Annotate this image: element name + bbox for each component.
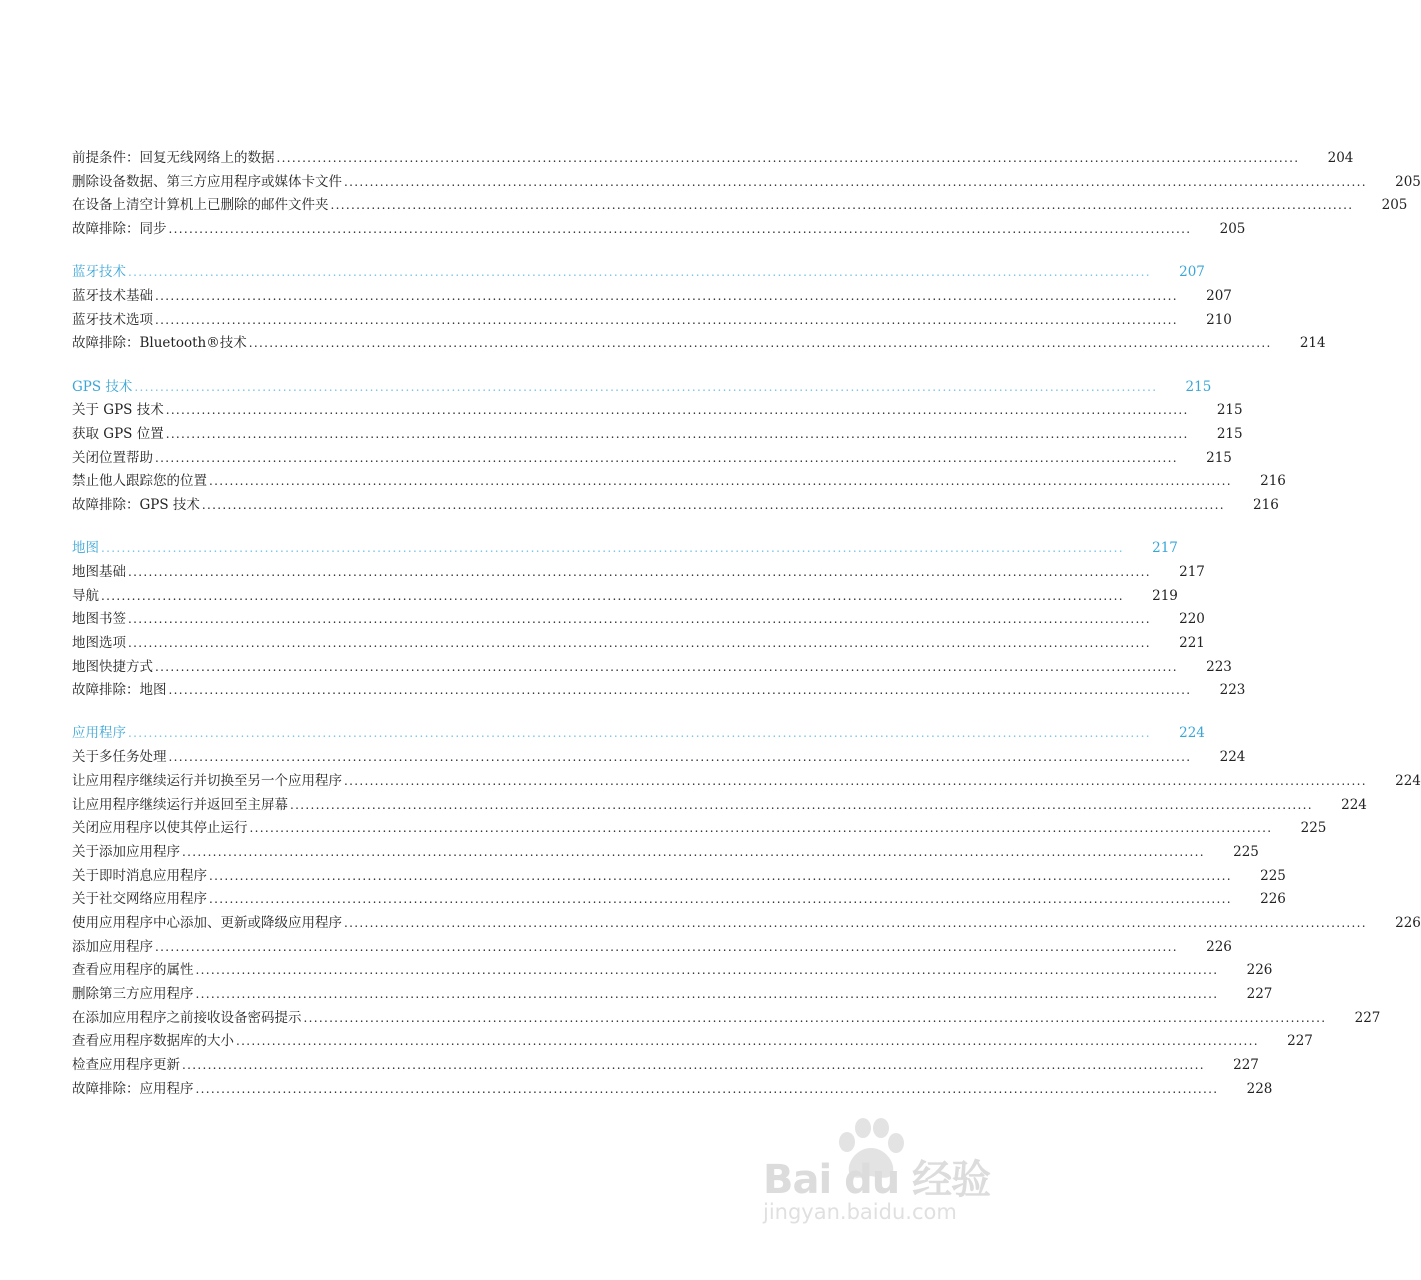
dot-leader: ........................................................................................................................................................................................................ <box>168 683 1192 698</box>
entry-title: 地图书签 <box>72 611 126 628</box>
page-number: 226 <box>1395 914 1421 931</box>
watermark-url: jingyan.baidu.com <box>763 1200 957 1224</box>
toc-entry[interactable] <box>72 794 1367 818</box>
entry-title: 获取 GPS 位置 <box>72 425 164 442</box>
page-number: 224 <box>1179 725 1205 742</box>
dot-leader: ........................................................................................................................................................................................................ <box>303 1010 1327 1025</box>
entry-title: 关于 GPS 技术 <box>72 402 164 419</box>
entry-title: 地图快捷方式 <box>72 658 153 675</box>
dot-leader: ........................................................................................................................................................................................................ <box>128 612 1151 627</box>
page-number: 216 <box>1260 473 1286 490</box>
toc-entry[interactable] <box>72 332 1326 356</box>
dot-leader: ........................................................................................................................................................................................................ <box>155 288 1178 303</box>
entry-title: 禁止他人跟踪您的位置 <box>72 473 207 490</box>
page-number: 215 <box>1185 378 1212 395</box>
entry-title: 删除设备数据、第三方应用程序或媒体卡文件 <box>72 173 342 190</box>
page-number: 223 <box>1206 658 1232 675</box>
entry-title: 地图基础 <box>72 563 126 580</box>
page-number: 215 <box>1216 425 1243 442</box>
toc-section-heading[interactable] <box>72 722 1205 746</box>
toc-entry[interactable] <box>72 959 1273 983</box>
page-number: 226 <box>1246 962 1273 979</box>
toc-entry[interactable] <box>72 679 1246 703</box>
toc-entry[interactable] <box>72 147 1354 171</box>
toc-section <box>72 722 1421 1101</box>
toc-entry[interactable] <box>72 561 1205 585</box>
toc-entry[interactable] <box>72 1030 1313 1054</box>
toc-entry[interactable] <box>72 171 1421 195</box>
toc-entry[interactable] <box>72 1078 1273 1102</box>
section-title: 应用程序 <box>72 725 126 742</box>
toc-section <box>72 537 1246 703</box>
dot-leader: ........................................................................................................................................................................................................ <box>236 1034 1259 1049</box>
page-number: 227 <box>1287 1033 1313 1050</box>
entry-title: 故障排除：地图 <box>72 682 167 699</box>
dot-leader: ........................................................................................................................................................................................................ <box>344 915 1367 930</box>
dot-leader: ........................................................................................................................................................................................................ <box>128 265 1151 280</box>
entry-title: 关于添加应用程序 <box>72 843 180 860</box>
page-number: 214 <box>1299 335 1326 352</box>
entry-title: 地图选项 <box>72 634 126 651</box>
page-number: 224 <box>1341 796 1367 813</box>
page-number: 219 <box>1152 587 1178 604</box>
page-number: 223 <box>1219 682 1246 699</box>
page-number: 217 <box>1179 563 1205 580</box>
entry-title: 故障排除：GPS 技术 <box>72 496 200 513</box>
entry-title: 关于社交网络应用程序 <box>72 891 207 908</box>
page-number: 207 <box>1179 264 1205 281</box>
toc-entry[interactable] <box>72 912 1421 936</box>
page-number: 227 <box>1233 1057 1259 1074</box>
toc-section <box>72 147 1421 242</box>
toc-entry[interactable] <box>72 817 1327 841</box>
page-number: 227 <box>1246 986 1273 1002</box>
entry-title: 故障排除：应用程序 <box>72 1080 194 1097</box>
entry-title: 故障排除：同步 <box>72 221 167 238</box>
section-title: GPS 技术 <box>72 378 133 395</box>
page-number: 225 <box>1233 843 1259 860</box>
entry-title: 在设备上清空计算机上已删除的邮件文件夹 <box>72 197 329 214</box>
dot-leader: ........................................................................................................................................................................................................ <box>195 1081 1219 1096</box>
dot-leader: ........................................................................................................................................................................................................ <box>201 497 1225 512</box>
page-number: 225 <box>1300 820 1327 837</box>
page-number: 215 <box>1216 402 1243 419</box>
toc-section-heading[interactable] <box>72 261 1205 285</box>
dot-leader: ........................................................................................................................................................................................................ <box>209 892 1232 907</box>
entry-title: 添加应用程序 <box>72 938 153 955</box>
dot-leader: ........................................................................................................................................................................................................ <box>168 750 1192 765</box>
page-number: 224 <box>1219 749 1246 766</box>
dot-leader: ........................................................................................................................................................................................................ <box>155 450 1178 465</box>
dot-leader: ........................................................................................................................................................................................................ <box>330 198 1354 213</box>
entry-title: 故障排除：Bluetooth®技术 <box>72 335 247 352</box>
toc-section-heading[interactable] <box>72 376 1212 400</box>
page-number: 225 <box>1260 867 1286 884</box>
dot-leader: ........................................................................................................................................................................................................ <box>290 797 1313 812</box>
toc-entry[interactable] <box>72 746 1246 770</box>
toc-entry[interactable] <box>72 936 1232 960</box>
toc-entry[interactable] <box>72 888 1286 912</box>
toc-section <box>72 376 1286 518</box>
page-number: 220 <box>1179 611 1205 628</box>
toc-entry[interactable] <box>72 841 1259 865</box>
dot-leader: ........................................................................................................................................................................................................ <box>128 726 1151 741</box>
toc-entry[interactable] <box>72 285 1232 309</box>
table-of-contents <box>72 147 1421 1121</box>
entry-title: 蓝牙技术基础 <box>72 287 153 304</box>
page-number: 204 <box>1327 150 1354 166</box>
dot-leader: ........................................................................................................................................................................................................ <box>155 939 1178 954</box>
page-number: 221 <box>1179 634 1205 651</box>
entry-title: 关于多任务处理 <box>72 749 167 766</box>
dot-leader: ........................................................................................................................................................................................................ <box>276 151 1300 165</box>
toc-entry[interactable] <box>72 309 1232 333</box>
entry-title: 查看应用程序的属性 <box>72 962 194 979</box>
toc-entry[interactable] <box>72 983 1273 1007</box>
toc-entry[interactable] <box>72 1007 1381 1031</box>
dot-leader: ........................................................................................................................................................................................................ <box>182 1058 1205 1073</box>
toc-entry[interactable] <box>72 1054 1259 1078</box>
toc-entry[interactable] <box>72 423 1243 447</box>
entry-title: 查看应用程序数据库的大小 <box>72 1033 234 1050</box>
dot-leader: ........................................................................................................................................................................................................ <box>344 773 1367 788</box>
toc-entry[interactable] <box>72 494 1279 518</box>
page-number: 205 <box>1219 221 1246 238</box>
baidu-jingyan-watermark <box>755 1118 1005 1233</box>
entry-title: 关闭位置帮助 <box>72 449 153 466</box>
dot-leader: ........................................................................................................................................................................................................ <box>155 312 1178 327</box>
dot-leader: ........................................................................................................................................................................................................ <box>344 174 1367 189</box>
dot-leader: ........................................................................................................................................................................................................ <box>209 474 1232 489</box>
toc-entry[interactable] <box>72 194 1408 218</box>
dot-leader: ........................................................................................................................................................................................................ <box>165 426 1189 441</box>
dot-leader: ........................................................................................................................................................................................................ <box>165 403 1189 418</box>
entry-title: 前提条件：回复无线网络上的数据 <box>72 150 275 166</box>
toc-entry[interactable] <box>72 632 1205 656</box>
page-number: 207 <box>1206 287 1232 304</box>
dot-leader: ........................................................................................................................................................................................................ <box>209 868 1232 883</box>
dot-leader: ........................................................................................................................................................................................................ <box>195 963 1219 978</box>
page-number: 215 <box>1206 449 1232 466</box>
toc-entry[interactable] <box>72 218 1246 242</box>
page-number: 205 <box>1381 197 1408 214</box>
entry-title: 关于即时消息应用程序 <box>72 867 207 884</box>
dot-leader: ........................................................................................................................................................................................................ <box>128 564 1151 579</box>
toc-entry[interactable] <box>72 770 1421 794</box>
toc-entry[interactable] <box>72 399 1243 423</box>
entry-title: 检查应用程序更新 <box>72 1057 180 1074</box>
entry-title: 让应用程序继续运行并返回至主屏幕 <box>72 796 288 813</box>
dot-leader: ........................................................................................................................................................................................................ <box>101 541 1124 556</box>
page-number: 227 <box>1354 1009 1381 1026</box>
toc-entry[interactable] <box>72 865 1286 889</box>
section-title: 蓝牙技术 <box>72 264 126 281</box>
toc-section <box>72 261 1326 356</box>
entry-title: 蓝牙技术选项 <box>72 311 153 328</box>
entry-title: 导航 <box>72 587 99 604</box>
dot-leader: ........................................................................................................................................................................................................ <box>128 635 1151 650</box>
page-number: 226 <box>1260 891 1286 908</box>
dot-leader: ........................................................................................................................................................................................................ <box>101 588 1124 603</box>
entry-title: 使用应用程序中心添加、更新或降级应用程序 <box>72 914 342 931</box>
dot-leader: ........................................................................................................................................................................................................ <box>248 336 1272 351</box>
watermark-logo-text: Bai du 经验 <box>763 1157 991 1203</box>
dot-leader: ........................................................................................................................................................................................................ <box>134 379 1158 394</box>
toc-entry[interactable] <box>72 470 1286 494</box>
entry-title: 在添加应用程序之前接收设备密码提示 <box>72 1009 302 1026</box>
toc-section-heading[interactable] <box>72 537 1178 561</box>
section-title: 地图 <box>72 540 99 557</box>
dot-leader: ........................................................................................................................................................................................................ <box>195 987 1219 1001</box>
toc-entry[interactable] <box>72 585 1178 609</box>
dot-leader: ........................................................................................................................................................................................................ <box>168 222 1192 237</box>
page-number: 224 <box>1395 772 1421 789</box>
page-number: 210 <box>1206 311 1232 328</box>
page-number: 217 <box>1152 540 1178 557</box>
entry-title: 删除第三方应用程序 <box>72 986 194 1002</box>
toc-entry[interactable] <box>72 656 1232 680</box>
dot-leader: ........................................................................................................................................................................................................ <box>182 844 1205 859</box>
dot-leader: ........................................................................................................................................................................................................ <box>249 821 1273 836</box>
toc-entry[interactable] <box>72 447 1232 471</box>
page-number: 226 <box>1206 938 1232 955</box>
page-number: 216 <box>1253 496 1279 513</box>
entry-title: 让应用程序继续运行并切换至另一个应用程序 <box>72 772 342 789</box>
dot-leader: ........................................................................................................................................................................................................ <box>155 659 1178 674</box>
page-number: 228 <box>1246 1080 1273 1097</box>
toc-entry[interactable] <box>72 608 1205 632</box>
entry-title: 关闭应用程序以使其停止运行 <box>72 820 248 837</box>
page-number: 205 <box>1395 173 1421 190</box>
